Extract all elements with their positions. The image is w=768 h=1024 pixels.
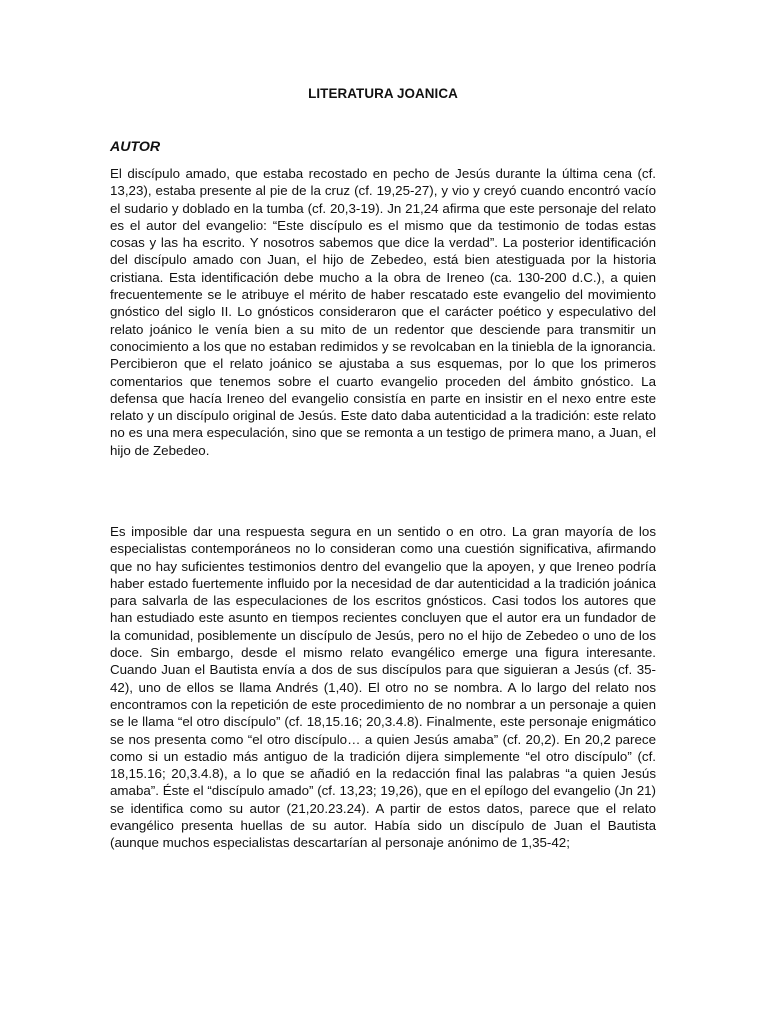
section-heading-autor: AUTOR (110, 139, 161, 155)
paragraph-2: Es imposible dar una respuesta segura en un sentido o en otro. La gran mayoría de los especialistas contemporáneos no lo consideran como una cuestión significativa, afirmando que no hay suficientes testimonios dentro del evangelio que la apoyen, y que Ireneo podría haber estado fuertemente influido por la necesidad de dar autenticidad a la tradición joánica para salvarla de las especulaciones de los escritos gnósticos. Casi todos los autores que han estudiado este asunto en tiempos recientes concluyen que el autor era un fundador de la comunidad, posiblemente un discípulo de Jesús, pero no el hijo de Zebedeo o uno de los doce. Sin embargo, desde el mismo relato evangélico emerge una figura interesante. Cuando Juan el Bautista envía a dos de sus discípulos para que siguieran a Jesús (cf. 35-42), uno de ellos se llama Andrés (1,40). El otro no se nombra. A lo largo del relato nos encontramos con la repetición de este procedimiento de no nombrar a un personaje a quien se le llama “el otro discípulo” (cf. 18,15.16; 20,3.4.8). Finalmente, este personaje enigmático se nos presenta como “el otro discípulo… a quien Jesús amaba” (cf. 20,2). En 20,2 parece como si un estadio más antiguo de la tradición dijera simplemente “el otro discípulo” (cf. 18,15.16; 20,3.4.8), a lo que se añadió en la redacción final las palabras “a quien Jesús amaba”. Éste el “discípulo amado” (cf. 13,23; 19,26), que en el epílogo del evangelio (Jn 21) se identifica como su autor (21,20.23.24). A partir de estos datos, parece que el relato evangélico presenta huellas de su autor. Había sido un discípulo de Juan el Bautista (aunque muchos especialistas descartarían al personaje anónimo de 1,35-42; (110, 524, 656, 851)
paragraph-1: El discípulo amado, que estaba recostado en pecho de Jesús durante la última cena (cf. 13,23), estaba presente al pie de la cruz (cf. 19,25-27), y vio y creyó cuando encontró vacío el sudario y doblado en la tumba (cf. 20,3-19). Jn 21,24 afirma que este personaje del relato es el autor del evangelio: “Este discípulo es el mismo que da testimonio de todas estas cosas y las ha escrito. Y nosotros sabemos que dice la verdad”. La posterior identificación del discípulo amado con Juan, el hijo de Zebedeo, está bien atestiguada por la historia cristiana. Esta identificación debe mucho a la obra de Ireneo (ca. 130-200 d.C.), a quien frecuentemente se le atribuye el mérito de haber rescatado este evangelio del movimiento gnóstico del siglo II. Lo gnósticos consideraron que el carácter poético y especulativo del relato joánico le venía bien a su mito de un redentor que desciende para transmitir un conocimiento a los que no estaban redimidos y se revolcaban en la tiniebla de la ignorancia. Percibieron que el relato joánico se ajustaba a sus esquemas, por lo que los primeros comentarios que tenemos sobre el cuarto evangelio proceden del ámbito gnóstico. La defensa que hacía Ireneo del evangelio consistía en parte en insistir en el nexo entre este relato y un discípulo original de Jesús. Este dato daba autenticidad a la tradición: este relato no es una mera especulación, sino que se remonta a un testigo de primera mano, a Juan, el hijo de Zebedeo. (110, 166, 656, 458)
document-title: LITERATURA JOANICA (308, 86, 458, 101)
